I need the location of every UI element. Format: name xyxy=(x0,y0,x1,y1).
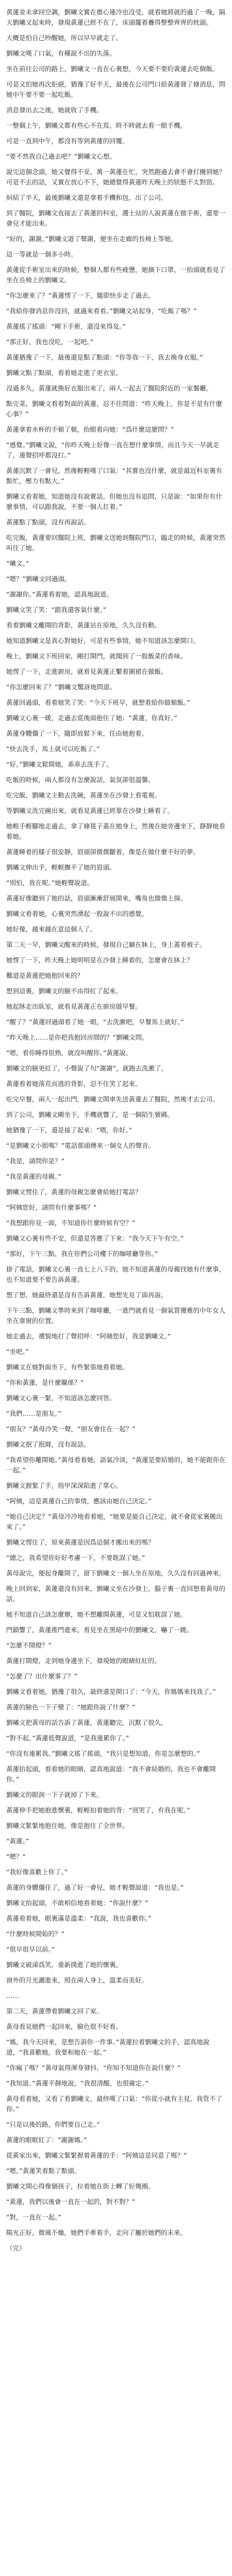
paragraph: 黃蓮的臉色一下子變了：“她跟你說了什麼？” xyxy=(6,1703,136,1711)
paragraph: 陽光正好，微風不燥，她們手牽着手，走向了屬於她們的未來。 xyxy=(6,2229,187,2236)
paragraph: 她走過去，禮貌地打了聲招呼：“阿姨您好，我是劉曦文。” xyxy=(6,1332,171,1340)
paragraph: （完） xyxy=(6,2244,26,2252)
paragraph: “總之，我希望你好好考慮一下，不要耽誤了她。” xyxy=(6,1554,145,1562)
paragraph: 想了想，她最終還是沒有告訴黃蓮，她想先見了面再說。 xyxy=(6,1291,168,1299)
paragraph: “醒了？”黃蓮回過頭看了她一眼，“去洗漱吧，早餐馬上就好。” xyxy=(6,1018,184,1026)
paragraph: 點完菜，劉曦文看着對面的黃蓮，忍不住問道：“昨天晚上，你是不是有什麼心事？” xyxy=(6,400,222,418)
paragraph: 劉曦文開心得像個孩子，拉着她在街上轉了好幾圈。 xyxy=(6,2182,155,2190)
paragraph: 門鎖響了，黃蓮推門進來，看見坐在黑暗中的劉曦文，嚇了一跳。 xyxy=(6,1626,193,1634)
paragraph: 劉曦文心裏有些不安，但還是答應了下來：“我今天下午有空。” xyxy=(6,1234,184,1242)
paragraph: 從黃家出來，劉曦文緊緊握着黃蓮的手：“阿姨這是同意了嗎？” xyxy=(6,2151,187,2159)
paragraph: “我希望你離開她。”黃母看着她，語氣冷淡，“黃蓮是要結婚的，她不能跟你在一起。” xyxy=(6,1456,226,1474)
paragraph: 劉曦文看着她，心裏突然湧起一股說不出的感覺。 xyxy=(6,910,148,918)
paragraph: 她起牀走出臥室，就看見黃蓮正在廚房做早餐。 xyxy=(6,1003,142,1010)
paragraph: “是劉曦文小姐嗎？”電話那頭傳來一個女人的聲音。 xyxy=(6,1142,155,1149)
paragraph: 黃母看着她，又看了看劉曦文，最終嘆了口氣：“你從小就有主見，我管不了你。” xyxy=(6,2095,222,2113)
paragraph: 等劉曦文洗完碗出來，就看見黃蓮已經靠在沙發上睡着了。 xyxy=(6,807,174,815)
paragraph: 黃蓮抬起頭，看着她的眼睛，認真地說道：“我不會結婚的，我也不會離開你。” xyxy=(6,1765,216,1783)
paragraph: 黃蓮點了點頭，沒有再說話。 xyxy=(6,518,90,526)
paragraph: “媽，我今天回來，是想告訴你一件事。”黃蓮拉着劉曦文的手，認真地說道，“我喜歡她，我要和她在一起。” xyxy=(6,2038,210,2056)
paragraph: 黃母看見她們一起回來，臉色很不好看。 xyxy=(6,2023,123,2030)
paragraph: 下午三點，劉曦文準時來到了咖啡廳，一進門就看見一個氣質優雅的中年女人坐在靠窗的位置。 xyxy=(6,1307,226,1325)
paragraph: 劉曦文看着她，猶豫了很久，最終還是開口了：“今天，你媽媽來找我了。” xyxy=(6,1688,216,1696)
paragraph: 劉曦文點了點頭，看着她走進了更衣室。 xyxy=(6,369,123,377)
paragraph: “好的，謝謝。”劉曦文道了聲謝，便坐在走廊的長椅上等她。 xyxy=(6,235,177,243)
paragraph: “昨天晚上……是你把我抱回房間的？”劉曦文問。 xyxy=(6,1033,148,1041)
paragraph: 劉曦文伸出手，輕輕撫平了她的眉頭。 xyxy=(6,863,116,871)
paragraph: “我給你發消息你沒回，就過來看看。”劉曦文站起身，“吃飯了嗎？” xyxy=(6,307,197,315)
paragraph: 黃蓮的身體僵住了，過了好一會兒，她才輕聲說道：“我也是。” xyxy=(6,1884,184,1891)
paragraph: 到了醫院，劉曦文直接去了黃蓮的科室，護士站的人說黃蓮在做手術，還要一會兒才能出來。 xyxy=(6,209,226,227)
paragraph: “謝謝你。”黃蓮看着她，認真地說道。 xyxy=(6,590,113,598)
paragraph: “曦文。” xyxy=(6,560,29,567)
paragraph: “阿姨，這是黃蓮自己的事情，應該由她自己決定。” xyxy=(6,1497,152,1505)
paragraph: 第二天，黃蓮帶着劉曦文回了家。 xyxy=(6,2007,103,2015)
paragraph: “只是以後的路，你們要自己走。” xyxy=(6,2121,100,2128)
paragraph: “什麼時候開始的？” xyxy=(6,1930,64,1938)
paragraph: 黃蓮搖了搖頭：“剛下手術，還沒來得及。” xyxy=(6,323,126,330)
paragraph: 黃蓮伸手把她抱進懷裏，輕輕拍着她的背：“別哭了，有我在呢。” xyxy=(6,1806,190,1814)
paragraph: 難道是黃蓮把她抱回來的？ xyxy=(6,972,84,979)
paragraph: …… xyxy=(6,1992,19,1999)
paragraph: 想到這裏，劉曦文的臉不由得紅了起來。 xyxy=(6,987,123,995)
paragraph: “黃蓮，我們以後會一直在一起的，對不對？” xyxy=(6,2198,136,2206)
paragraph: 掛了電話，劉曦文心裏一直七上八下的，她不知道黃蓮的母親找她有什麼事，也不知道要不要告訴黃蓮。 xyxy=(6,1265,226,1283)
paragraph: “對，一直在一起。” xyxy=(6,2213,61,2221)
paragraph: “你和黃蓮，是什麼關係？” xyxy=(6,1379,84,1386)
paragraph: 劉曦文破涕爲笑，重新撲進了她的懷裏。 xyxy=(6,1961,123,1969)
paragraph: 吃完早餐，兩人一起出門，劉曦文開車先送黃蓮去了醫院，然後才去公司。 xyxy=(6,1095,219,1103)
paragraph: “好。”劉曦文鬆開她，乖乖去洗手了。 xyxy=(6,760,113,768)
paragraph: “我好像喜歡上你了。” xyxy=(6,1868,68,1876)
paragraph: 黃母說完，便起身離開了，留下劉曦文一個人坐在原地，久久沒有回過神來。 xyxy=(6,1569,226,1577)
paragraph: 黃蓮的眼眶紅了：“謝謝媽。” xyxy=(6,2136,87,2144)
paragraph: “你怎麼來了？”黃蓮愣了一下，隨即快步走了過去。 xyxy=(6,292,155,299)
paragraph: “我們……是朋友。” xyxy=(6,1410,61,1417)
paragraph: “要不然我自己過去吧？”劉曦文心想。 xyxy=(6,152,116,160)
paragraph: “她自己決定？”黃母冷冷地看着她，“她要是能自己決定，就不會從家裏搬出來了。” xyxy=(6,1513,223,1531)
paragraph: “嗯，看你睡得很熟，就沒叫醒你。”黃蓮說。 xyxy=(6,1049,132,1057)
paragraph: 窗外的月光灑進來，照在兩人身上，溫柔而美好。 xyxy=(6,1976,148,1984)
article-body xyxy=(6,7,226,2259)
paragraph: “黃蓮。” xyxy=(6,1837,29,1845)
paragraph: 黃蓮看着她，眼裏滿是溫柔：“我說，我也喜歡你。” xyxy=(6,1914,152,1922)
paragraph: 到了公司，劉曦文剛坐下，手機就響了，是一個陌生號碼。 xyxy=(6,1111,174,1118)
paragraph: 她愣了一下，走進廚房，就看見黃蓮正繫着圍裙在做飯。 xyxy=(6,668,168,675)
paragraph: “感覺。”劉曦文說，“你昨天晚上好像一直在想什麼事情，而且今天一早就走了，連聲招呼都沒打。” xyxy=(6,441,220,459)
paragraph: 劉曦文緊緊地抱住她，像是抱住了全世界。 xyxy=(6,1822,129,1829)
paragraph: 劉曦文抬起頭，不敢相信地看着她：“你說什麼？” xyxy=(6,1899,148,1907)
paragraph: “你怎麼回來了？”劉曦文驚訝地問道。 xyxy=(6,683,116,691)
paragraph: “你瘋了嗎？”黃母氣得渾身發抖，“你知不知道你在說什麼？” xyxy=(6,2064,181,2072)
paragraph: “快去洗手，馬上就可以吃飯了。” xyxy=(6,745,100,753)
paragraph: 說完這個念頭，她又覺得不妥，萬一黃蓮在忙，突然跑過去會不會打擾到她？可是不去的話，又實在放心不下，她總覺得黃蓮昨天晚上的狀態不太對勁。 xyxy=(6,168,226,186)
paragraph: 劉曦文愣住了，黃蓮的母親怎麼會給她打電話？ xyxy=(6,1188,142,1196)
paragraph: 劉曦文抿了抿脣，沒有說話。 xyxy=(6,1440,90,1448)
paragraph: 沒過多久，黃蓮就換好衣服出來了，兩人一起去了醫院附近的一家餐廳。 xyxy=(6,384,213,392)
paragraph: 她不知道自己該怎麼辦，她不想離開黃蓮，可是又怕耽誤了她。 xyxy=(6,1611,187,1618)
paragraph: 黃蓮看着她落荒而逃的背影，忍不住笑了起來。 xyxy=(6,1080,142,1088)
paragraph: 她輕手輕腳地走過去，拿了條毯子蓋在她身上，然後在她旁邊坐下，靜靜地看着她。 xyxy=(6,822,226,840)
paragraph: 黄蓮並未拿回空調，劉曦文實在擔心連冷也沒受，就看她將就的過了一晚，隔天劉曦文起來時，發現黃蓮已經不在了，床頭擺着疊得整整齊齊的枕頭。 xyxy=(6,8,226,26)
paragraph: 黃蓮睡着的樣子很安靜，眉頭卻微微皺着，像是在做什麼不好的夢。 xyxy=(6,848,200,856)
paragraph: 一整個上午，劉曦文都有些心不在焉，時不時就去看一眼手機。 xyxy=(6,122,187,129)
paragraph: 這一等就是一個多小時。 xyxy=(6,250,77,258)
paragraph: “嗯？”劉曦文回過頭。 xyxy=(6,575,71,583)
paragraph: 劉曦文心裏一暖，走過去從後面抱住了她：“黃蓮，你真好。” xyxy=(6,714,177,722)
paragraph: “我是，請問你是？” xyxy=(6,1157,64,1165)
paragraph: 可是又怕她再次拒絕，猶豫了好半天，最後在公司門口給黃蓮發了條消息，問她中午要不要一起吃飯。 xyxy=(6,80,226,98)
paragraph: 糾結了半天，最後劉曦文還是拿着手機和包，出了公司。 xyxy=(6,194,168,201)
paragraph: “我知道。”黃蓮平靜地說，“我很清醒，也很確定。” xyxy=(6,2079,148,2087)
paragraph: “我是黃蓮的母親。” xyxy=(6,1173,61,1180)
paragraph: “別怕，我在呢。”她輕聲說道。 xyxy=(6,879,94,887)
paragraph: 她好像，越來越在意這個人了。 xyxy=(6,925,97,933)
paragraph: 她知道劉曦文是真心對她好，可是有些事情，她不知道該怎麼開口。 xyxy=(6,637,200,645)
paragraph: 吃完飯，黃蓮要回醫院上班，劉曦文送她到醫院門口，臨走的時候，黃蓮突然叫住了她。 xyxy=(6,534,226,552)
paragraph: 晚上回到家，黃蓮還沒有回來，劉曦文坐在沙發上，腦子裏一直回想着黃母的話。 xyxy=(6,1585,226,1603)
paragraph: 黃蓮猶豫了一下，最後還是點了點頭：“你等我一下，我去換身衣服。” xyxy=(6,353,203,361)
paragraph: “那好，下午三點，我在你們公司樓下的咖啡廳等你。” xyxy=(6,1250,158,1258)
paragraph: “坐吧。” xyxy=(6,1348,29,1355)
paragraph: “對不起。”黃蓮低聲說道，“是我連累你了。” xyxy=(6,1734,129,1742)
paragraph: “怎麼不開燈？” xyxy=(6,1641,52,1649)
paragraph: “嗯。”黃蓮笑着點了點頭。 xyxy=(6,2167,81,2175)
paragraph: 劉曦文心裏一緊，不知道該怎麼回答。 xyxy=(6,1394,116,1402)
paragraph: “嗯？” xyxy=(6,1853,26,1860)
paragraph: 可是一直到中午，都沒有等到黃蓮的回覆。 xyxy=(6,137,129,145)
paragraph: 劉曦文的臉更紅了，小聲說了句“謝謝”，就跑去洗漱了。 xyxy=(6,1064,168,1072)
paragraph: 劉曦文嘆了口氣，有種說不出的失落。 xyxy=(6,49,116,57)
paragraph: “朋友？”黃母冷笑一聲，“朋友會住在一起？” xyxy=(6,1425,136,1433)
paragraph: 她愣了一下，昨天晚上她明明是在沙發上睡着的，怎麼會在牀上？ xyxy=(6,956,193,964)
paragraph: “阿姨您好，請問有什麼事嗎？” xyxy=(6,1204,97,1211)
paragraph: “你沒有連累我。”劉曦文搖了搖頭，“我只是想知道，你是怎麼想的。” xyxy=(6,1750,200,1757)
paragraph: 劉曦文握緊了手，指甲深深陷進了掌心。 xyxy=(6,1482,123,1489)
paragraph: 黃蓮從手術室出來的時候，整個人都有些疲憊，她摘下口罩，一抬頭就看見了坐在長椅上的劉曦文。 xyxy=(6,266,226,284)
paragraph: 黃蓮身體僵了一下，隨即放鬆下來，任由她抱着。 xyxy=(6,730,148,737)
paragraph: “我想跟你見一面，不知道你什麼時候有空？” xyxy=(6,1219,136,1227)
paragraph: 黃蓮沉默了一會兒，然後輕輕嘆了口氣：“其實也沒什麼，就是最近科室裏有點忙，壓力有點大。” xyxy=(6,467,222,485)
paragraph: “怎麼了？出什麼事了？” xyxy=(6,1672,77,1680)
paragraph: 第二天一早，劉曦文醒來的時候，發現自己躺在牀上，身上蓋着被子。 xyxy=(6,941,206,948)
paragraph: 劉曦文愣住了，原來黃蓮是因爲這個才搬出來的嗎？ xyxy=(6,1538,155,1546)
paragraph: 她猶豫了一下，還是接了起來：“喂，你好。” xyxy=(6,1126,132,1134)
paragraph: 大概是怕自己吵醒她，所以早早就走了。 xyxy=(6,34,123,42)
paragraph: 劉曦文笑了笑：“跟我還客氣什麼。” xyxy=(6,606,107,614)
paragraph: 劉曦文的眼淚一下子就掉了下來。 xyxy=(6,1791,103,1799)
paragraph: 吃飯的時候，兩人都沒有怎麼說話，氣氛卻很溫馨。 xyxy=(6,776,155,784)
paragraph: 劉曦文把黃母的話告訴了黃蓮，黃蓮聽完，沉默了很久。 xyxy=(6,1719,168,1726)
paragraph: 黃蓮打開燈，走到她身邊坐下，發現她的眼睛紅紅的。 xyxy=(6,1657,161,1665)
paragraph: 劉曦文在她對面坐下，有些緊張地看着她。 xyxy=(6,1363,129,1371)
paragraph: 晚上，劉曦文下班回家，剛打開門，就聞到了一股飯菜的香味。 xyxy=(6,652,187,660)
paragraph: 看着劉曦文離開的背影，黃蓮站在原地，久久沒有動。 xyxy=(6,621,161,629)
paragraph: 吃完飯，劉曦文主動去洗碗，黃蓮坐在沙發上看電視。 xyxy=(6,791,161,799)
paragraph: 劉曦文看着她，知道她沒有說實話，但她也沒有追問，只是說：“如果你有什麼事情，可以跟我說，不要一個人扛着。” xyxy=(6,493,222,511)
paragraph: 坐在前往公司的路上，劉曦文一直在心裏想，今天要不要約黃蓮去吃個飯。 xyxy=(6,65,219,73)
paragraph: 黃蓮回過頭，看着她笑了笑：“今天下班早，就想着給你做頓飯。” xyxy=(6,699,190,706)
paragraph: “很早很早以前。” xyxy=(6,1945,55,1953)
paragraph: 黃蓮好像聽到了她的話，眉頭漸漸舒展開來，嘴角也微微上揚。 xyxy=(6,894,187,902)
paragraph: “那正好，我也沒吃，一起吧。” xyxy=(6,338,94,346)
paragraph: 黃蓮拿着水杯的手頓了頓，抬眼看向她：“爲什麼這麼問？” xyxy=(6,426,174,433)
paragraph: 消息發出去之後，她就收了手機。 xyxy=(6,106,103,114)
